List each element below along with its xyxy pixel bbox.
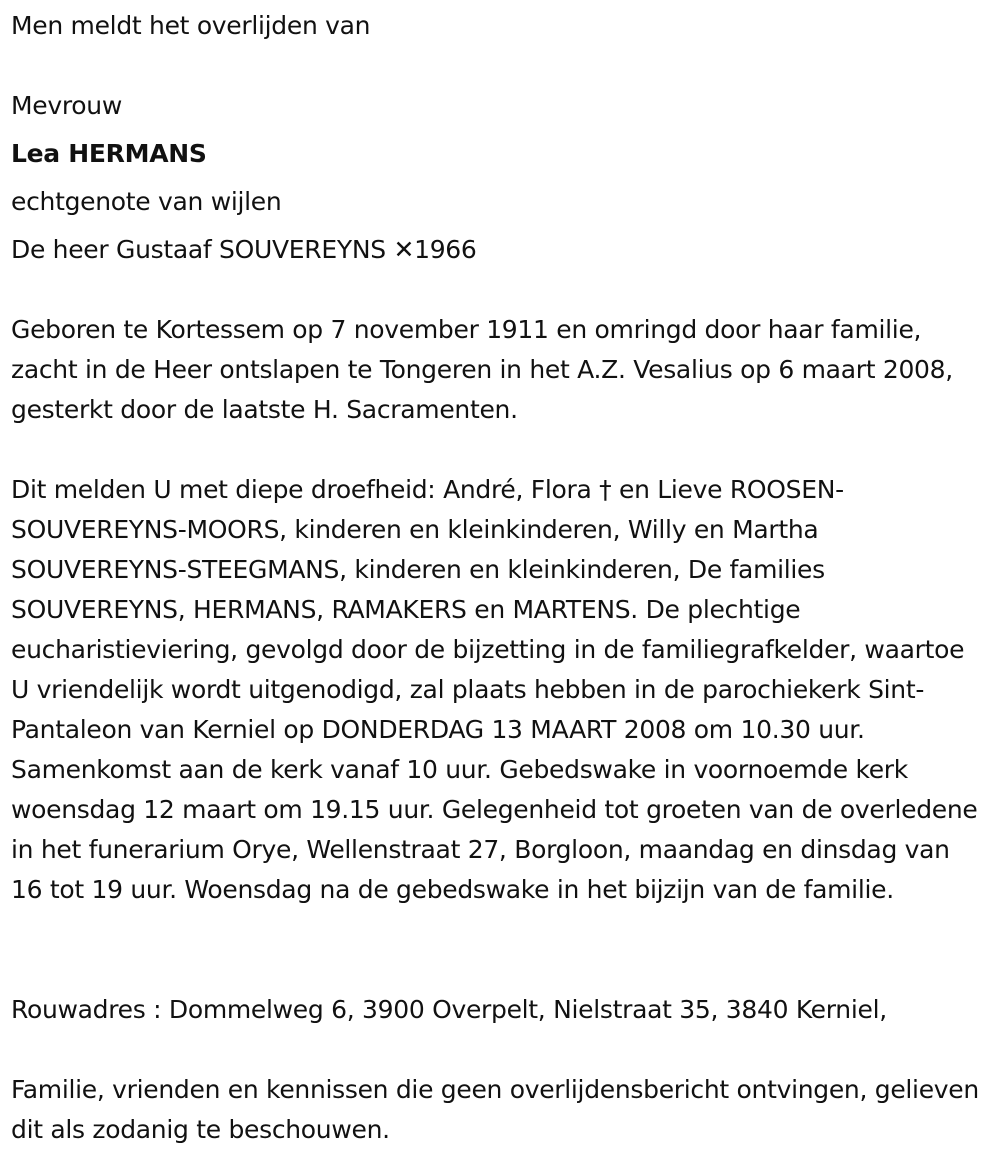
spouse-line: De heer Gustaaf SOUVEREYNS ✕1966 <box>11 235 477 264</box>
deceased-name: Lea HERMANS <box>11 139 207 168</box>
address-line: Rouwadres : Dommelweg 6, 3900 Overpelt, Nielstraat 35, 3840 Kerniel, <box>11 995 887 1024</box>
intro-line: Men meldt het overlijden van <box>11 11 371 40</box>
relation-line: echtgenote van wijlen <box>11 187 282 216</box>
closing-paragraph: Familie, vrienden en kennissen die geen overlijdensbericht ontvingen, gelieven dit als zodanig te beschouwen. <box>11 1075 979 1144</box>
birth-death-paragraph: Geboren te Kortessem op 7 november 1911 en omringd door haar familie, zacht in de Heer ontslapen te Tongeren in het A.Z. Vesalius op 6 maart 2008, gesterkt door de laatste H. Sacramenten. <box>11 315 953 424</box>
title-line: Mevrouw <box>11 91 122 120</box>
family-ceremony-paragraph: Dit melden U met diepe droefheid: André, Flora † en Lieve ROOSEN-SOUVEREYNS-MOORS, kinderen en kleinkinderen, Willy en Martha SOUVEREYNS-STEEGMANS, kinderen en kleinkinderen, De families SOUVEREYNS, HERMANS, RAMAKERS en MARTENS. De plechtige eucharistieviering, gevolgd door de bijzetting in de familiegrafkelder, waartoe U vriendelijk wordt uitgenodigd, zal plaats hebben in de parochiekerk Sint-Pantaleon van Kerniel op DONDERDAG 13 MAART 2008 om 10.30 uur. Samenkomst aan de kerk vanaf 10 uur. Gebedswake in voornoemde kerk woensdag 12 maart om 19.15 uur. Gelegenheid tot groeten van de overledene in het funerarium Orye, Wellenstraat 27, Borgloon, maandag en dinsdag van 16 tot 19 uur. Woensdag na de gebedswake in het bijzijn van de familie. <box>11 475 978 904</box>
